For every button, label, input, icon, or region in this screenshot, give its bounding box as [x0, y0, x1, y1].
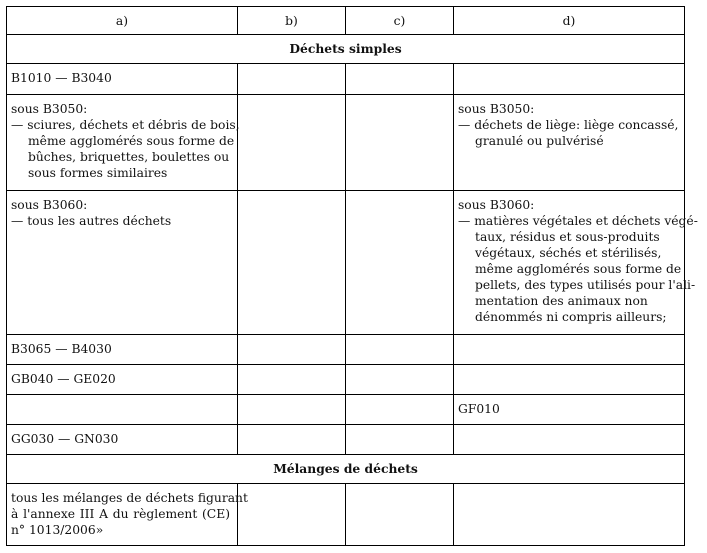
cell-c: [346, 484, 454, 546]
cell-a: [7, 365, 238, 395]
cell-c: [346, 365, 454, 395]
cell-b: [238, 484, 346, 546]
header-row: [7, 7, 685, 35]
item-continuation: granulé ou pulvérisé: [475, 134, 604, 148]
cell-a: [7, 335, 238, 365]
item-continuation: même agglomérés sous forme de: [28, 134, 235, 148]
cell-a: [7, 191, 238, 335]
text-line: à l'annexe III A du règlement (CE): [11, 507, 230, 521]
column-header-c: c): [346, 7, 454, 35]
item-continuation: bûches, briquettes, boulettes ou: [28, 150, 230, 164]
subheading: sous B3060:: [11, 198, 88, 212]
cell-b: [238, 335, 346, 365]
column-header-b: b): [238, 7, 346, 35]
cell-b: [238, 64, 346, 95]
cell-c: [346, 335, 454, 365]
table-row: [7, 95, 685, 191]
item-continuation: dénommés ni compris ailleurs;: [475, 310, 667, 324]
column-header-a: a): [7, 7, 238, 35]
item-continuation: même agglomérés sous forme de: [475, 262, 682, 276]
cell-a: [7, 64, 238, 95]
cell-c: [346, 395, 454, 425]
section-title-simple: Déchets simples: [7, 35, 685, 64]
cell-c: [346, 64, 454, 95]
code-range: B1010 — B3040: [11, 71, 112, 85]
table-row: [7, 191, 685, 335]
table-row: [7, 335, 685, 365]
cell-a: [7, 395, 238, 425]
column-header-d: d): [454, 7, 685, 35]
cell-b: [238, 365, 346, 395]
cell-d: [454, 64, 685, 95]
cell-d: [454, 395, 685, 425]
table-row: [7, 484, 685, 546]
waste-classification-table: [6, 6, 698, 546]
dash-item: — matières végétales et déchets végé-: [458, 214, 698, 228]
dash-item: — tous les autres déchets: [11, 214, 172, 228]
section-row-simple: [7, 35, 685, 64]
text-line: tous les mélanges de déchets figurant: [11, 491, 248, 505]
text-line: n° 1013/2006»: [11, 523, 104, 537]
cell-a: [7, 95, 238, 191]
section-title-mixtures: Mélanges de déchets: [7, 455, 685, 484]
item-continuation: sous formes similaires: [28, 166, 168, 180]
item-continuation: taux, résidus et sous-produits: [475, 230, 660, 244]
code-range: GF010: [458, 402, 500, 416]
cell-c: [346, 191, 454, 335]
cell-b: [238, 191, 346, 335]
subheading: sous B3060:: [458, 198, 535, 212]
cell-c: [346, 425, 454, 455]
table-row: [7, 425, 685, 455]
cell-b: [238, 425, 346, 455]
cell-b: [238, 95, 346, 191]
item-continuation: végétaux, séchés et stérilisés,: [475, 246, 662, 260]
table-row: [7, 365, 685, 395]
subheading: sous B3050:: [11, 102, 88, 116]
cell-b: [238, 395, 346, 425]
code-range: B3065 — B4030: [11, 342, 112, 356]
dash-item: — déchets de liège: liège concassé,: [458, 118, 679, 132]
cell-a: [7, 425, 238, 455]
item-continuation: mentation des animaux non: [475, 294, 648, 308]
code-range: GB040 — GE020: [11, 372, 116, 386]
cell-d: [454, 95, 685, 191]
cell-a: [7, 484, 248, 546]
section-row-mixtures: [7, 455, 685, 484]
cell-d: [454, 425, 685, 455]
cell-d: [454, 484, 685, 546]
cell-d: [454, 335, 685, 365]
subheading: sous B3050:: [458, 102, 535, 116]
dash-item: — sciures, déchets et débris de bois,: [11, 118, 240, 132]
code-range: GG030 — GN030: [11, 432, 119, 446]
table-row: [7, 395, 685, 425]
table-row: [7, 64, 685, 95]
cell-d: [454, 365, 685, 395]
cell-d: [454, 191, 698, 335]
cell-c: [346, 95, 454, 191]
item-continuation: pellets, des types utilisés pour l'ali-: [475, 278, 696, 292]
